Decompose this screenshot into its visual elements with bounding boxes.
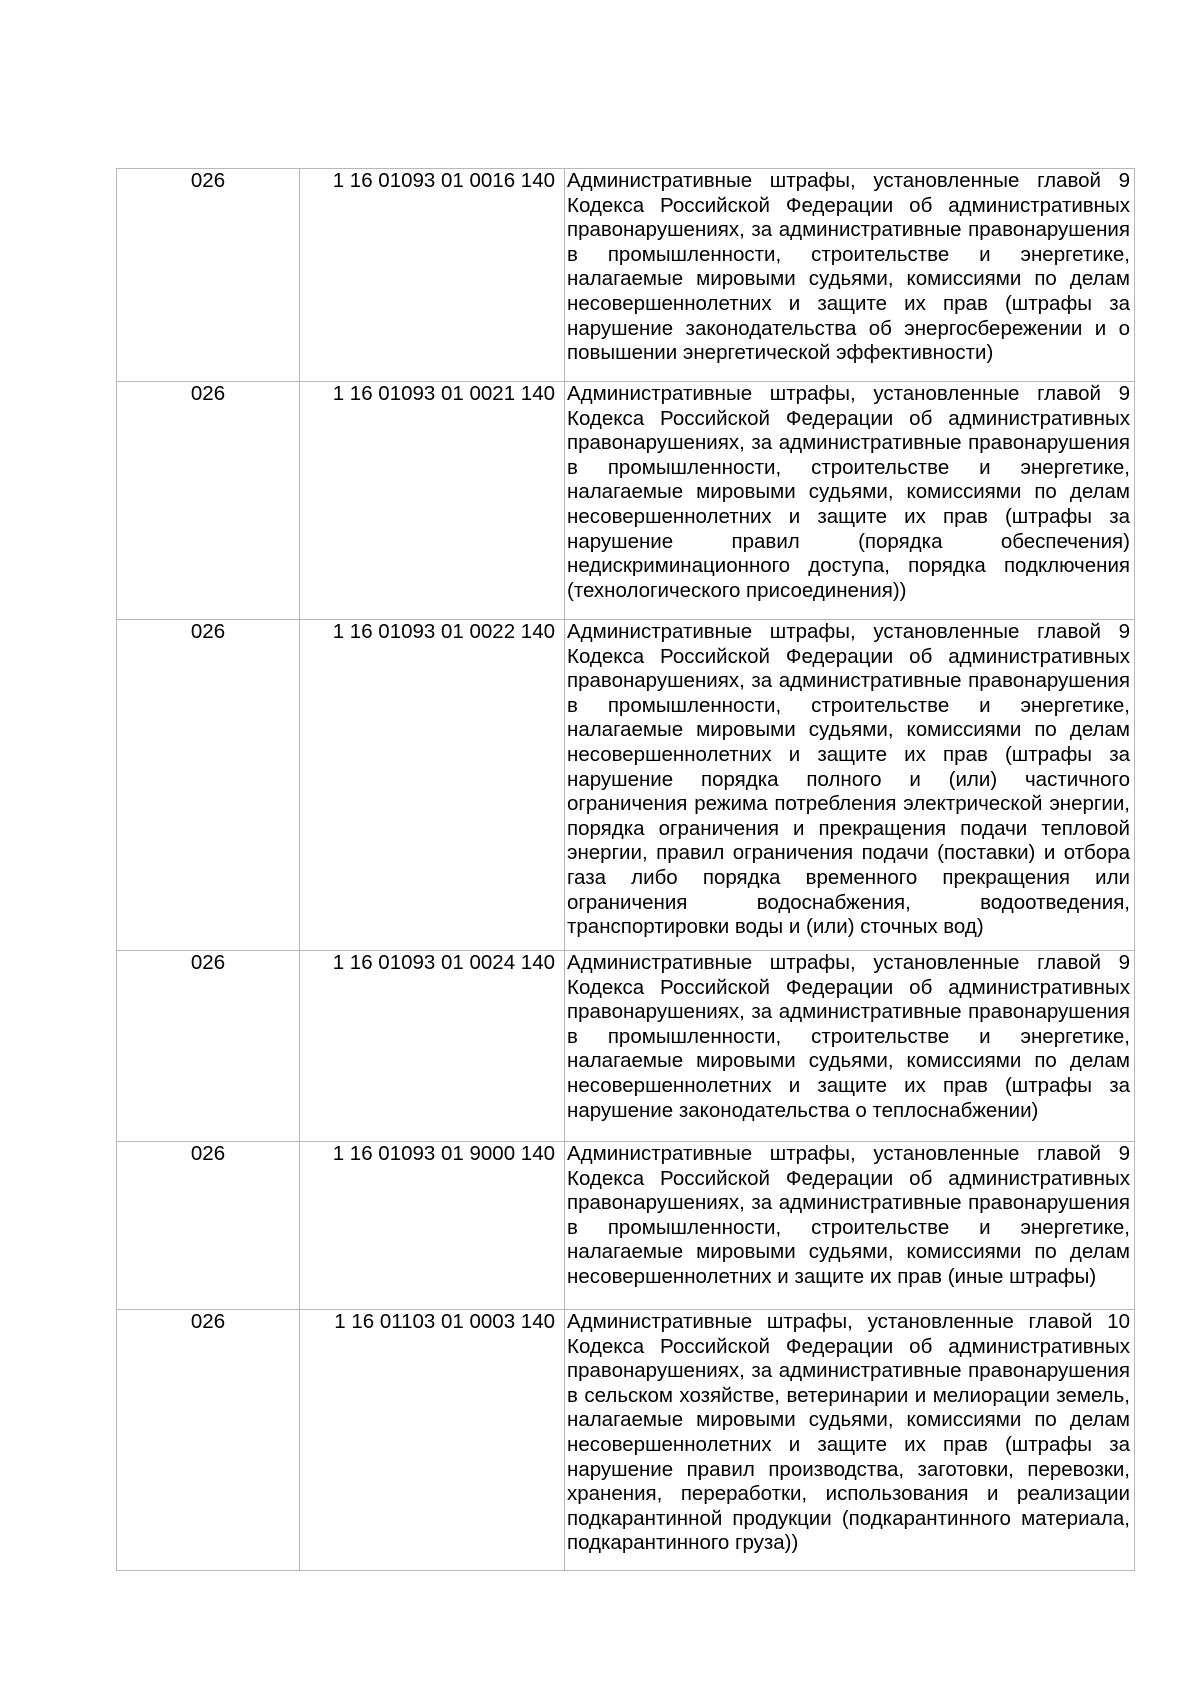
kbk-code: 1 16 01093 01 0021 140 <box>332 382 555 405</box>
table-row <box>117 1310 1135 1571</box>
kbk-code-cell <box>300 951 565 1142</box>
income-name: Административные штрафы, установленные главой 9 Кодекса Российской Федерации об административных правонарушениях, за административные правонарушения в промышленности, строительстве и энергетике, налагаемые мировыми судьями, комиссиями по делам несовершеннолетних и защите их прав (штрафы за нарушение законодательства об энергосбережении и о повышении энергетической эффективности) <box>567 169 1130 365</box>
admin-code-cell <box>117 1142 300 1310</box>
table-row <box>117 1142 1135 1310</box>
table-row <box>117 951 1135 1142</box>
income-name: Административные штрафы, установленные главой 9 Кодекса Российской Федерации об административных правонарушениях, за административные правонарушения в промышленности, строительстве и энергетике, налагаемые мировыми судьями, комиссиями по делам несовершеннолетних и защите их прав (штрафы за нарушение правил (порядка обеспечения) недискриминационного доступа, порядка подключения (технологического присоединения)) <box>567 382 1130 602</box>
income-name-cell <box>565 382 1135 620</box>
kbk-code: 1 16 01103 01 0003 140 <box>334 1310 555 1333</box>
admin-code-cell <box>117 1310 300 1571</box>
table-row <box>117 169 1135 382</box>
admin-code-cell <box>117 620 300 951</box>
kbk-code-cell <box>300 1142 565 1310</box>
kbk-code: 1 16 01093 01 0024 140 <box>332 951 555 974</box>
income-name: Административные штрафы, установленные главой 9 Кодекса Российской Федерации об административных правонарушениях, за административные правонарушения в промышленности, строительстве и энергетике, налагаемые мировыми судьями, комиссиями по делам несовершеннолетних и защите их прав (иные штрафы) <box>567 1142 1130 1288</box>
table-row <box>117 382 1135 620</box>
admin-code-cell <box>117 382 300 620</box>
income-name-cell <box>565 1142 1135 1310</box>
admin-code-cell <box>117 951 300 1142</box>
admin-code: 026 <box>190 1142 226 1165</box>
table-row <box>117 620 1135 951</box>
admin-code: 026 <box>190 620 226 643</box>
kbk-code-cell <box>300 382 565 620</box>
kbk-code: 1 16 01093 01 9000 140 <box>332 1142 555 1165</box>
kbk-code-cell <box>300 169 565 382</box>
income-name-cell <box>565 169 1135 382</box>
admin-code: 026 <box>190 1310 226 1333</box>
income-name: Административные штрафы, установленные главой 9 Кодекса Российской Федерации об административных правонарушениях, за административные правонарушения в промышленности, строительстве и энергетике, налагаемые мировыми судьями, комиссиями по делам несовершеннолетних и защите их прав (штрафы за нарушение законодательства о теплоснабжении) <box>567 951 1130 1122</box>
admin-code: 026 <box>190 169 226 192</box>
admin-code-cell <box>117 169 300 382</box>
kbk-table <box>116 168 1135 1571</box>
kbk-code: 1 16 01093 01 0022 140 <box>332 620 555 643</box>
kbk-code-cell <box>300 1310 565 1571</box>
income-name-cell <box>565 620 1135 951</box>
admin-code: 026 <box>190 951 226 974</box>
income-name-cell <box>565 951 1135 1142</box>
kbk-code-cell <box>300 620 565 951</box>
income-name: Административные штрафы, установленные главой 9 Кодекса Российской Федерации об административных правонарушениях, за административные правонарушения в промышленности, строительстве и энергетике, налагаемые мировыми судьями, комиссиями по делам несовершеннолетних и защите их прав (штрафы за нарушение порядка полного и (или) частичного ограничения режима потребления электрической энергии, порядка ограничения и прекращения подачи тепловой энергии, правил ограничения подачи (поставки) и отбора газа либо порядка временного прекращения или ограничения водоснабжения, водоотведения, транспортировки воды и (или) сточных вод) <box>567 620 1130 939</box>
income-name-cell <box>565 1310 1135 1571</box>
kbk-code: 1 16 01093 01 0016 140 <box>332 169 555 192</box>
income-name: Административные штрафы, установленные главой 10 Кодекса Российской Федерации об административных правонарушениях, за административные правонарушения в сельском хозяйстве, ветеринарии и мелиорации земель, налагаемые мировыми судьями, комиссиями по делам несовершеннолетних и защите их прав (штрафы за нарушение правил производства, заготовки, перевозки, хранения, переработки, использования и реализации подкарантинной продукции (подкарантинного материала, подкарантинного груза)) <box>567 1310 1130 1555</box>
admin-code: 026 <box>190 382 226 405</box>
